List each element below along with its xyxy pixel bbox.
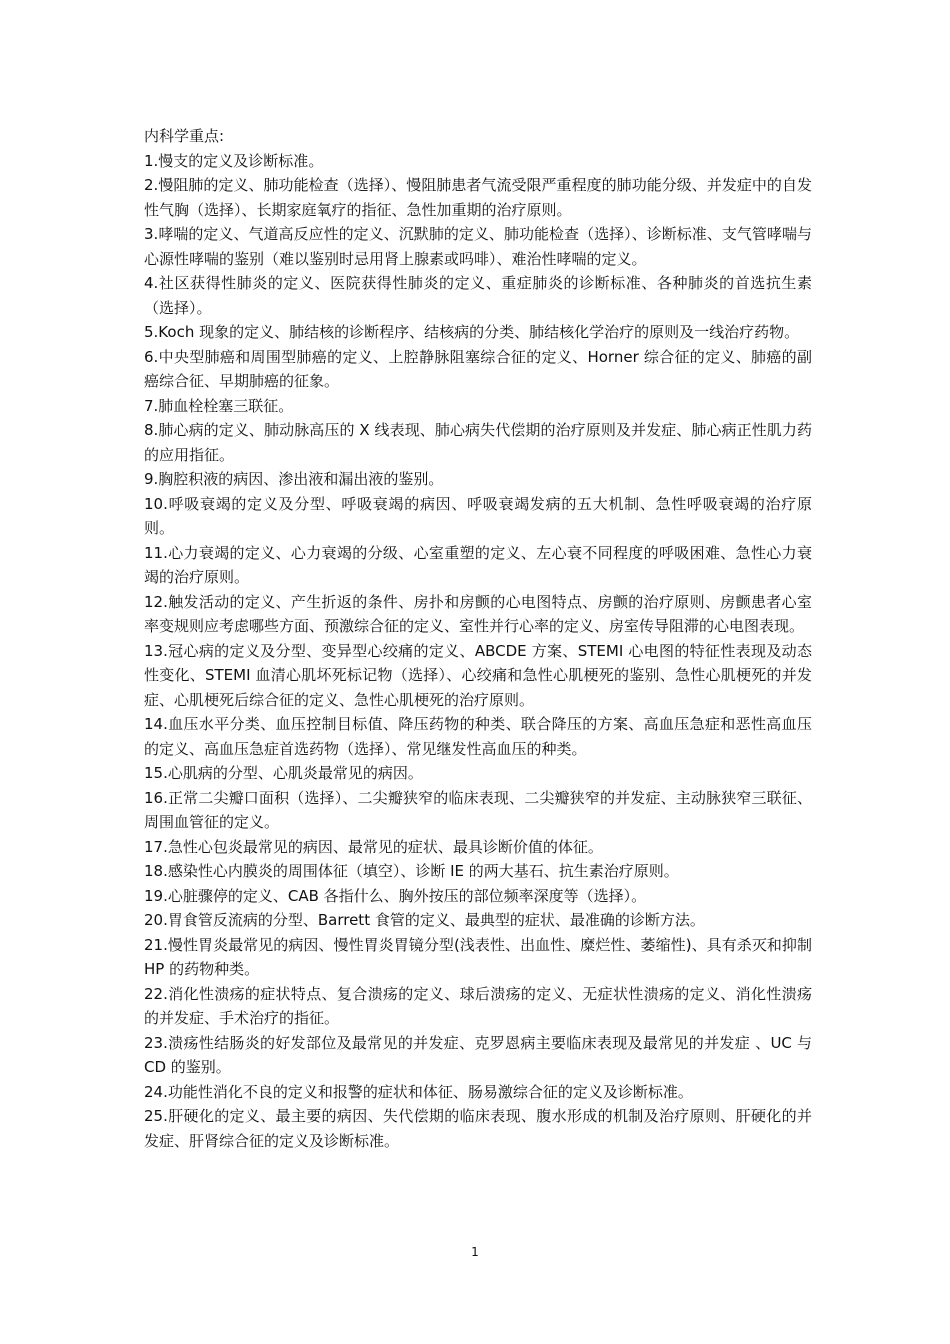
list-item: 24.功能性消化不良的定义和报警的症状和体征、肠易激综合征的定义及诊断标准。 [144,1082,693,1101]
list-item: 15.心肌病的分型、心肌炎最常见的病因。 [144,764,423,782]
list-item: 10.呼吸衰竭的定义及分型、呼吸衰竭的病因、呼吸衰竭发病的五大机制、急性呼吸衰竭的治疗原则。 [144,494,812,537]
list-item: 19.心脏骤停的定义、CAB 各指什么、胸外按压的部位频率深度等（选择）。 [144,886,647,905]
page-number: 1 [471,1245,479,1259]
list-item: 18.感染性心内膜炎的周围体征（填空）、诊断 IE 的两大基石、抗生素治疗原则。 [144,862,679,880]
list-item: 8.肺心病的定义、肺动脉高压的 X 线表现、肺心病失代偿期的治疗原则及并发症、肺心病正性肌力药的应用指征。 [144,421,812,464]
list-item: 7.肺血栓栓塞三联征。 [144,396,294,415]
list-item: 16.正常二尖瓣口面积（选择）、二尖瓣狭窄的临床表现、二尖瓣狭窄的并发症、主动脉狭窄三联征、周围血管征的定义。 [144,788,812,831]
list-item: 13.冠心病的定义及分型、变异型心绞痛的定义、ABCDE 方案、STEMI 心电图的特征性表现及动态性变化、STEMI 血清心肌坏死标记物（选择）、心绞痛和急性心肌梗死的鉴别、急性心肌梗死的并发症、心肌梗死后综合征的定义、急性心肌梗死的治疗原则。 [144,641,812,709]
list-item: 23.溃疡性结肠炎的好发部位及最常见的并发症、克罗恩病主要临床表现及最常见的并发症 、UC 与 CD 的鉴别。 [144,1033,812,1076]
document-body [144,124,812,1153]
list-item: 9.胸腔积液的病因、渗出液和漏出液的鉴别。 [144,470,444,488]
list-item: 22.消化性溃疡的症状特点、复合溃疡的定义、球后溃疡的定义、无症状性溃疡的定义、消化性溃疡的并发症、手术治疗的指征。 [144,984,812,1027]
list-item: 25.肝硬化的定义、最主要的病因、失代偿期的临床表现、腹水形成的机制及治疗原则、肝硬化的并发症、肝肾综合征的定义及诊断标准。 [144,1107,812,1150]
list-item: 5.Koch 现象的定义、肺结核的诊断程序、结核病的分类、肺结核化学治疗的原则及一线治疗药物。 [144,323,800,341]
list-item: 3.哮喘的定义、气道高反应性的定义、沉默肺的定义、肺功能检查（选择）、诊断标准、支气管哮喘与心源性哮喘的鉴别（难以鉴别时忌用肾上腺素或吗啡）、难治性哮喘的定义。 [144,225,812,268]
list-item: 12.触发活动的定义、产生折返的条件、房扑和房颤的心电图特点、房颤的治疗原则、房颤患者心室率变规则应考虑哪些方面、预激综合征的定义、室性并行心率的定义、房室传导阻滞的心电图表现。 [144,592,812,635]
list-item: 1.慢支的定义及诊断标准。 [144,151,324,170]
list-item: 11.心力衰竭的定义、心力衰竭的分级、心室重塑的定义、左心衰不同程度的呼吸困难、急性心力衰竭的治疗原则。 [144,543,812,586]
list-item: 17.急性心包炎最常见的病因、最常见的症状、最具诊断价值的体征。 [144,837,603,856]
list-item: 14.血压水平分类、血压控制目标值、降压药物的种类、联合降压的方案、高血压急症和恶性高血压的定义、高血压急症首选药物（选择）、常见继发性高血压的种类。 [144,715,812,758]
key-points-list [144,149,812,1154]
list-item: 2.慢阻肺的定义、肺功能检查（选择）、慢阻肺患者气流受限严重程度的肺功能分级、并发症中的自发性气胸（选择）、长期家庭氧疗的指征、急性加重期的治疗原则。 [144,176,812,219]
list-item: 21.慢性胃炎最常见的病因、慢性胃炎胃镜分型(浅表性、出血性、糜烂性、萎缩性)、具有杀灭和抑制 HP 的药物种类。 [144,935,812,978]
list-item: 4.社区获得性肺炎的定义、医院获得性肺炎的定义、重症肺炎的诊断标准、各种肺炎的首选抗生素（选择）。 [144,274,812,317]
document-title: 内科学重点: [144,127,225,145]
list-item: 20.胃食管反流病的分型、Barrett 食管的定义、最典型的症状、最准确的诊断方法。 [144,911,705,929]
list-item: 6.中央型肺癌和周围型肺癌的定义、上腔静脉阻塞综合征的定义、Horner 综合征的定义、肺癌的副癌综合征、早期肺癌的征象。 [144,347,812,390]
